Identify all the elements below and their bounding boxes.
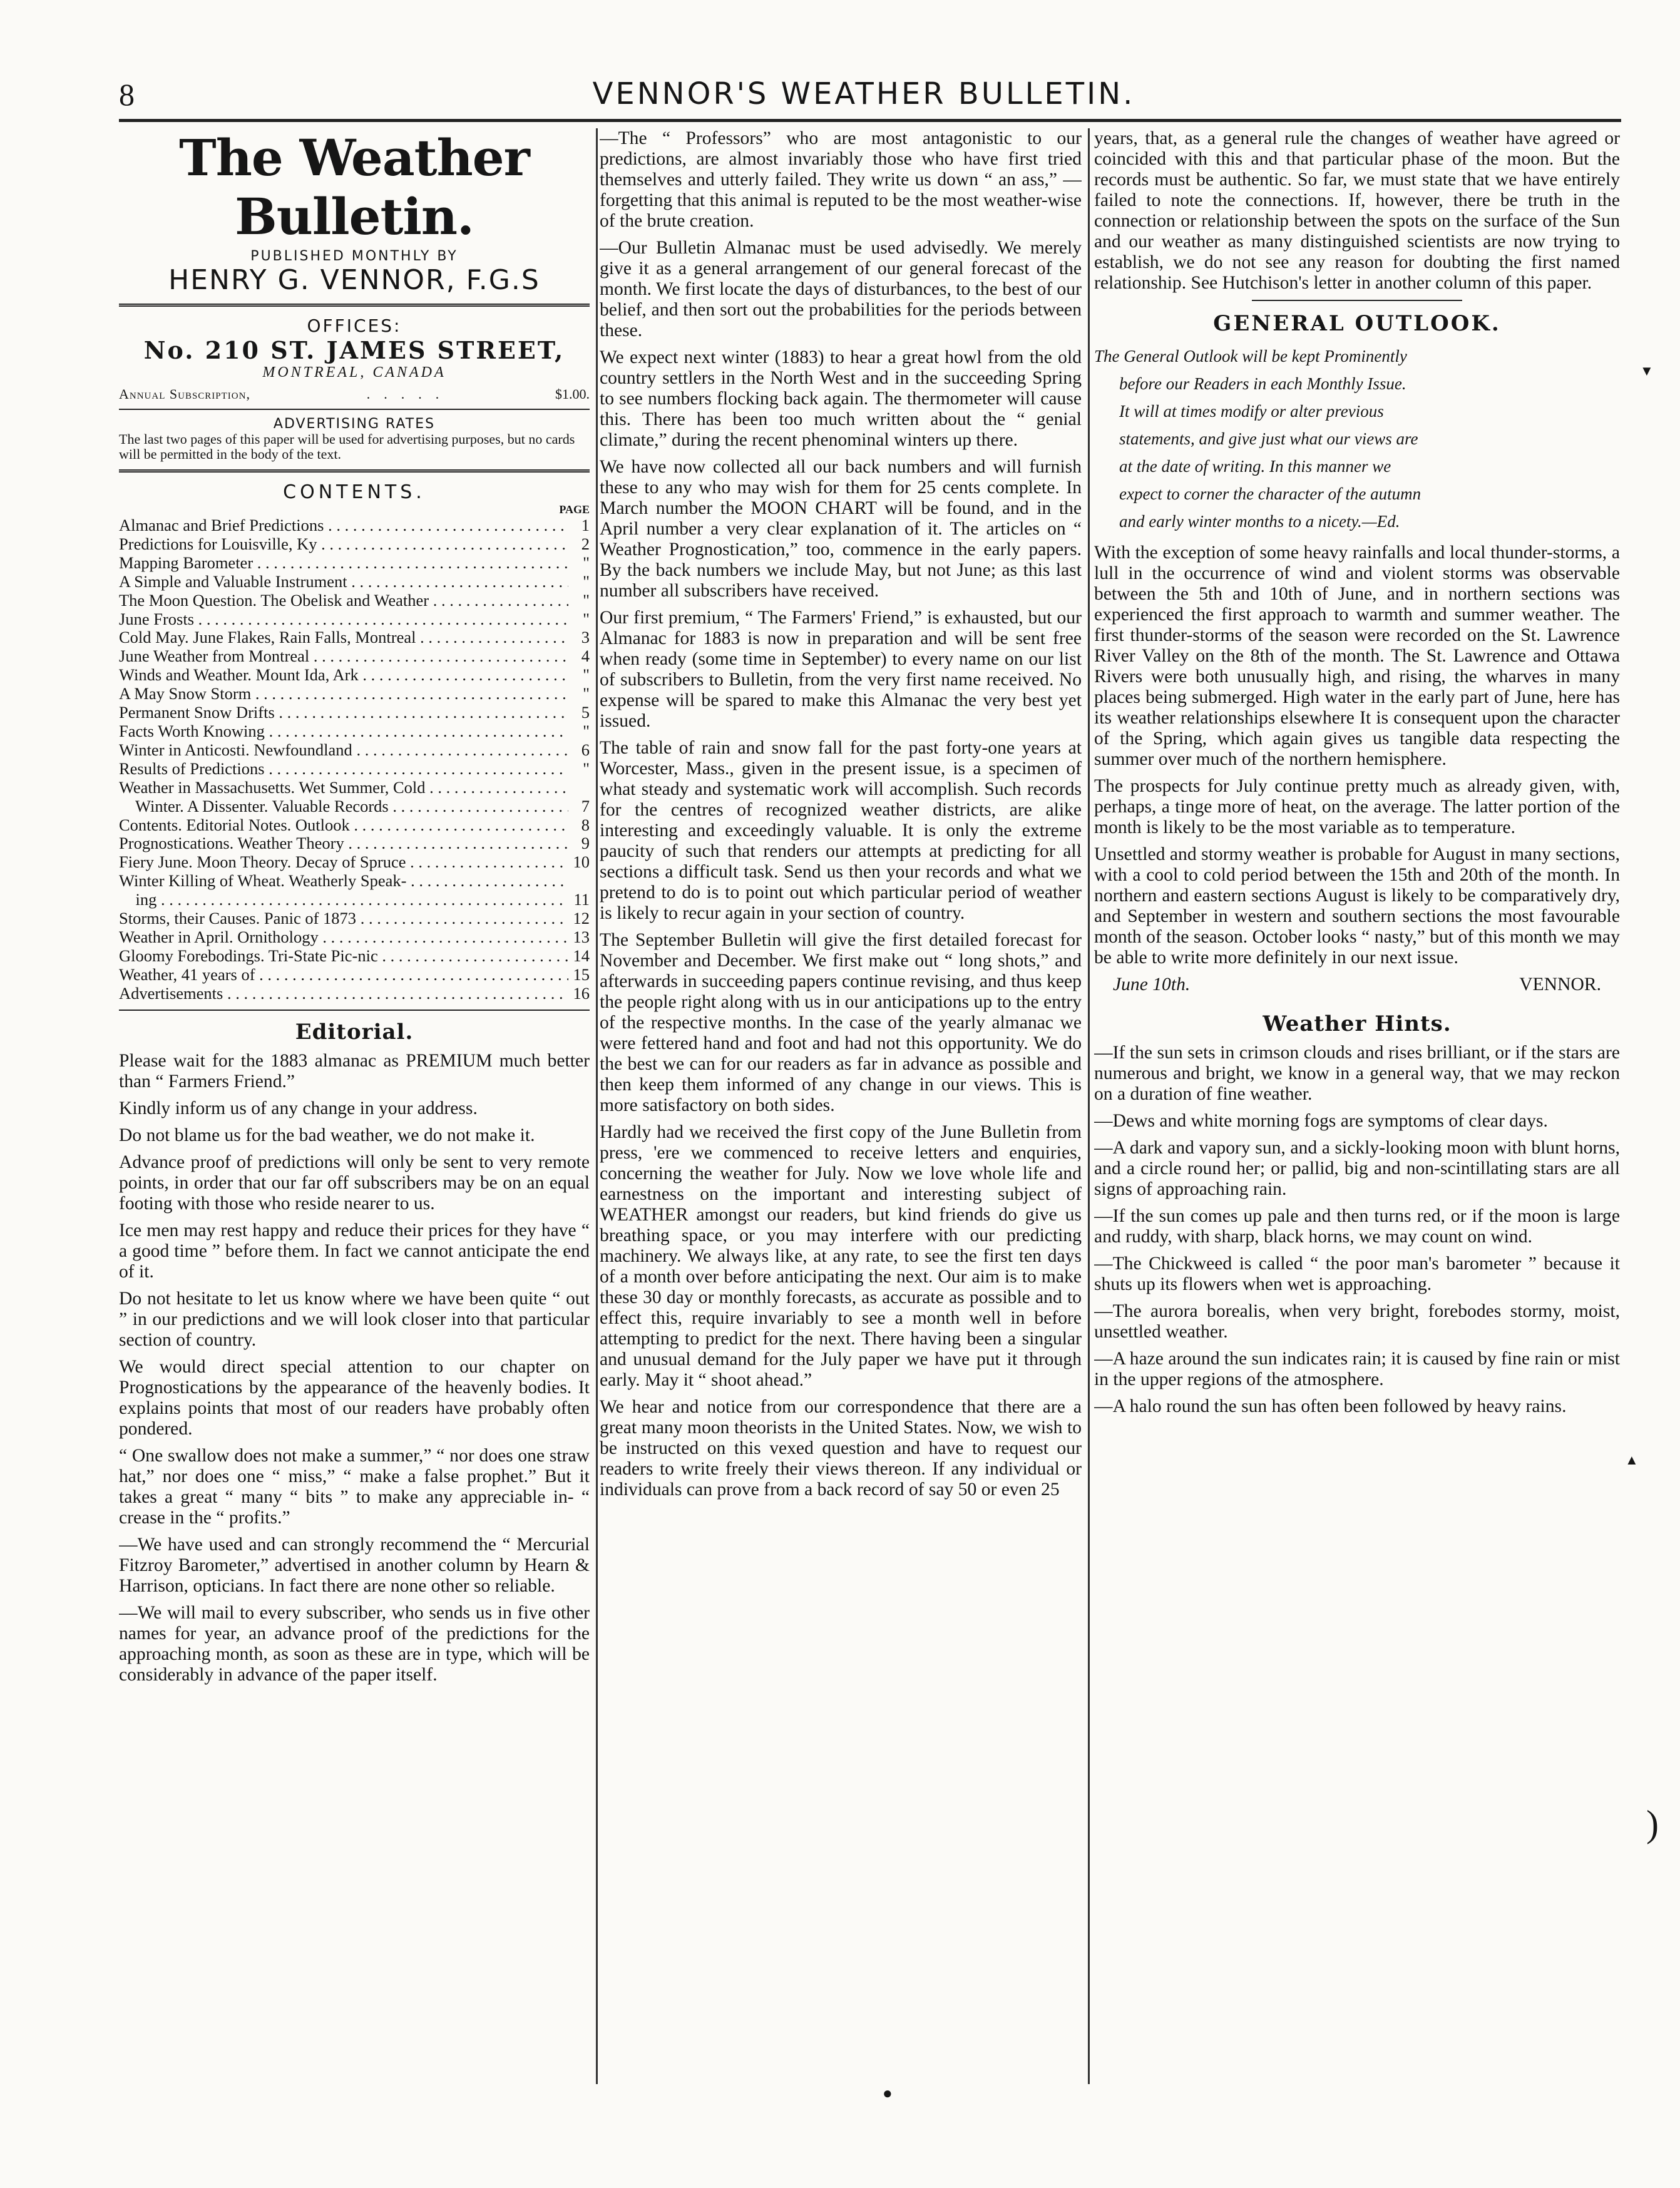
office-city: MONTREAL, CANADA bbox=[262, 364, 446, 381]
subscription-label: Annual Subscription, bbox=[119, 386, 250, 402]
page-number: 8 bbox=[119, 77, 135, 112]
contents-item-title: June Weather from Montreal . . . bbox=[119, 647, 568, 666]
contents-item bbox=[119, 891, 590, 909]
contents-item bbox=[119, 760, 590, 779]
contents-item bbox=[119, 610, 590, 629]
subscription-price: $1.00. bbox=[555, 386, 590, 402]
margin-mark: ▼ bbox=[1640, 363, 1654, 379]
contents-item-title: Permanent Snow Drifts . . . bbox=[119, 703, 568, 722]
contents-item-page: 8 bbox=[581, 815, 590, 834]
contents-item-page: " bbox=[583, 684, 590, 703]
contents-item bbox=[119, 685, 590, 703]
contents-item-title: Almanac and Brief Predictions . . . bbox=[119, 516, 568, 535]
weather-hint: —The Chickweed is called “ the poor man's barometer ” because it shuts up its flowers when wet is approaching. bbox=[1094, 1254, 1620, 1294]
contents-item-title: Facts Worth Knowing . . . bbox=[119, 722, 568, 741]
outlook-note bbox=[1094, 342, 1620, 535]
contents-item-title: Mapping Barometer . . . bbox=[119, 554, 568, 573]
article-paragraph: We expect next winter (1883) to hear a great howl from the old country settlers in the North West and in the succeeding Spring to see numbers flocking back again. The thermometer will cause this. There has been too much written about the “ genial climate,” during the recent phenominal winters up there. bbox=[600, 347, 1082, 450]
outlook-paragraph: With the exception of some heavy rainfalls and local thunder-storms, a lull in the occurrence of wind and violent storms was observable between the 5th and 10th of June, and in northern sections was experienced the first approach to warmth and summer weather. The first thunder-storms of the season were recorded on the St. Lawrence River Valley on the 8th of the month. The St. Lawrence and Ottawa Rivers were both unusually high, and rising, the wharves in many places being submerged. High water in the early part of June, here has its weather relationships elsewhere It is consequent upon the character of the Spring, which again gives us tangible data respecting the summer over much of the northern hemisphere. bbox=[1094, 543, 1620, 769]
contents-page-label: PAGE bbox=[559, 503, 590, 516]
contents-item bbox=[119, 984, 590, 1003]
contents-item-title: Winds and Weather. Mount Ida, Ark . . . bbox=[119, 666, 568, 685]
contents-item-page: 12 bbox=[573, 909, 590, 928]
advertising-text: The last two pages of this paper will be used for advertising purposes, but no cards will be permitted in the body of the text. bbox=[119, 431, 575, 462]
contents-item-title: Contents. Editorial Notes. Outlook . . . bbox=[119, 816, 568, 835]
contents-item bbox=[119, 573, 590, 591]
editorial-paragraph: Please wait for the 1883 almanac as PREMIUM much better than “ Farmers Friend.” bbox=[119, 1050, 590, 1091]
contents-item-title: June Frosts . . . bbox=[119, 610, 568, 629]
running-head bbox=[119, 76, 1609, 120]
column-left bbox=[119, 128, 590, 2087]
column-middle-body bbox=[600, 128, 1082, 1500]
offices-label: OFFICES: bbox=[307, 315, 402, 336]
contents-item-title: Weather in Massachusetts. Wet Summer, Cold . . . bbox=[119, 779, 568, 797]
signature-line bbox=[1094, 974, 1620, 995]
outlook-paragraph: Unsettled and stormy weather is probable for August in many sections, with a cool to cold period between the 15th and 20th of the month. In northern and eastern sections August is likely to be comparatively dry, and September in western and southern sections the most favourable month of the season. October looks “ nasty,” but of this month we may be able to write more definitely in our next issue. bbox=[1094, 844, 1620, 968]
table-of-contents bbox=[119, 516, 590, 1003]
contents-item bbox=[119, 909, 590, 928]
contents-item bbox=[119, 966, 590, 984]
contents-item-page: 13 bbox=[573, 927, 590, 946]
office-address: No. 210 ST. JAMES STREET, bbox=[143, 336, 565, 364]
outlook-note-line: It will at times modify or alter previous bbox=[1119, 402, 1384, 421]
editorial-paragraph: Ice men may rest happy and reduce their prices for they have “ a good time ” before them. In fact we cannot anticipate the end of it. bbox=[119, 1220, 590, 1282]
signature-date: June 10th. bbox=[1113, 974, 1191, 994]
contents-item bbox=[119, 535, 590, 554]
weather-hint: —If the sun sets in crimson clouds and rises brilliant, or if the stars are numerous and bright, we know in a general way, that we may reckon on a duration of fine weather. bbox=[1094, 1043, 1620, 1104]
column-right bbox=[1094, 128, 1620, 2087]
article-paragraph: The table of rain and snow fall for the past forty-one years at Worcester, Mass., given in the present issue, is a specimen of what steady and systematic work will accomplish. Such records for the centres of recognized weather districts, are alike interesting and exceedingly valuable. It is only the extreme paucity of such that renders our attempts at predicting for all sections a difficult task. Send us then your records and what we pretend to do is to point out which particular period of weather is likely to recur again in your section of country. bbox=[600, 738, 1082, 923]
outlook-body bbox=[1094, 543, 1620, 968]
contents-item bbox=[119, 647, 590, 666]
contents-item-page: 7 bbox=[581, 796, 590, 815]
column-divider bbox=[1088, 128, 1090, 2084]
contents-item-page: 3 bbox=[581, 628, 590, 647]
contents-item bbox=[119, 703, 590, 722]
article-paragraph: The September Bulletin will give the first detailed forecast for November and December. We first make out “ long shots,” and afterwards in succeeding papers continue revising, and thus keep the people right along with us in our anticipations up to the entry of the respective months. In the case of the yearly almanac we were fettered hand and foot and had not this opportunity. We do the best we can for our readers as far in advance as possible and then keep them informed of any change in our views. This is more satisfactory on both sides. bbox=[600, 930, 1082, 1115]
weather-hint: —A halo round the sun has often been followed by heavy rains. bbox=[1094, 1396, 1567, 1416]
contents-item-title: Gloomy Forebodings. Tri-State Pic-nic . . . bbox=[119, 947, 568, 966]
contents-item-title: A Simple and Valuable Instrument . . . bbox=[119, 573, 568, 591]
article-paragraph: We have now collected all our back numbers and will furnish these to any who may wish for them for 25 cents complete. In March number the MOON CHART will be found, and in the April number a very clear explanation of it. The articles on “ Weather Prognostication,” too, commence in the early papers. By the back numbers we include May, but not June; as this last number all subscribers have received. bbox=[600, 457, 1082, 601]
contents-item-page: " bbox=[583, 571, 590, 591]
contents-item bbox=[119, 928, 590, 947]
contents-item-page: 10 bbox=[573, 852, 590, 872]
advertising-heading: ADVERTISING RATES bbox=[273, 416, 436, 432]
hints-heading: Weather Hints. bbox=[1263, 1011, 1452, 1036]
contents-item-page: 5 bbox=[581, 703, 590, 722]
editorial-paragraph: Advance proof of predictions will only be sent to very remote points, in order that our far off subscribers may be on an equal footing with those who reside nearer to us. bbox=[119, 1152, 590, 1214]
contents-item-page: 15 bbox=[573, 964, 590, 984]
outlook-note-line: The General Outlook will be kept Prominently bbox=[1094, 347, 1407, 366]
contents-item bbox=[119, 816, 590, 835]
outlook-paragraph: The prospects for July continue pretty much as already given, with, perhaps, a tinge more of heat, on the average. The latter portion of the month is likely to be the most variable as to temperature. bbox=[1094, 776, 1620, 837]
running-title: VENNOR'S WEATHER BULLETIN. bbox=[592, 76, 1135, 111]
contents-item-title: Prognostications. Weather Theory . . . bbox=[119, 834, 568, 853]
divider bbox=[119, 304, 590, 308]
contents-item-page: " bbox=[583, 759, 590, 778]
contents-item bbox=[119, 516, 590, 535]
outlook-heading: GENERAL OUTLOOK. bbox=[1213, 311, 1501, 336]
contents-item-page: 16 bbox=[573, 983, 590, 1003]
column-middle bbox=[600, 128, 1082, 2087]
contents-item bbox=[119, 666, 590, 685]
masthead-title: The Weather Bulletin. bbox=[179, 128, 530, 246]
contents-item-page: " bbox=[583, 553, 590, 572]
masthead-published: PUBLISHED MONTHLY BY bbox=[250, 248, 458, 264]
contents-item-page: 1 bbox=[581, 516, 590, 534]
weather-hint: —Dews and white morning fogs are symptoms of clear days. bbox=[1094, 1111, 1548, 1131]
contents-item-page: 11 bbox=[573, 890, 590, 909]
editorial-paragraph: Kindly inform us of any change in your address. bbox=[119, 1098, 478, 1118]
contents-item bbox=[119, 853, 590, 872]
article-paragraph: We hear and notice from our correspondence that there are a great many moon theorists in the United States. Now, we wish to be instructed on this vexed question and have to request our readers to write freely their views thereon. If any individual or individuals can prove from a back record of say 50 or even 25 bbox=[600, 1397, 1082, 1500]
contents-item-title: ing . . . bbox=[119, 891, 568, 909]
editorial-heading: Editorial. bbox=[295, 1019, 414, 1045]
contents-item-title: Predictions for Louisville, Ky . . . bbox=[119, 535, 568, 554]
contents-item-title: The Moon Question. The Obelisk and Weather . . . bbox=[119, 591, 568, 610]
divider bbox=[119, 409, 590, 410]
contents-item bbox=[119, 741, 590, 760]
subscription-dots: . . . . . bbox=[366, 386, 439, 402]
editorial-paragraph: “ One swallow does not make a summer,” “ nor does one straw hat,” nor does one “ miss,” “ make a false prophet.” But it takes a great “ many “ bits ” to make any appreciable in- “ crease in the “ profits.” bbox=[119, 1445, 590, 1528]
contents-item-page: " bbox=[583, 665, 590, 685]
editorial-paragraph: Do not blame us for the bad weather, we do not make it. bbox=[119, 1125, 535, 1145]
article-paragraph: —The “ Professors” who are most antagonistic to our predictions, are almost invariably those who have first tried themselves and utterly failed. They write us down “ an ass,” —forgetting that this animal is reputed to be the most weather-wise of the brute creation. bbox=[600, 128, 1082, 231]
contents-item-title: Storms, their Causes. Panic of 1873 . . . bbox=[119, 909, 568, 928]
contents-item-page: 2 bbox=[581, 534, 590, 553]
signature-name: VENNOR. bbox=[1519, 974, 1601, 994]
contents-item-page bbox=[568, 872, 590, 891]
contents-item bbox=[119, 947, 590, 966]
contents-item bbox=[119, 834, 590, 853]
outlook-note-line: before our Readers in each Monthly Issue. bbox=[1119, 374, 1406, 393]
divider bbox=[119, 1010, 590, 1011]
divider bbox=[119, 469, 590, 474]
contents-item-page bbox=[568, 779, 590, 797]
outlook-note-line: expect to corner the character of the autumn bbox=[1119, 484, 1421, 503]
article-paragraph: —Our Bulletin Almanac must be used advisedly. We merely give it as a general arrangement of our general forecast of the month. We first locate the days of disturbances, to the best of our belief, and then sort out the probabilities for the periods between these. bbox=[600, 238, 1082, 340]
margin-mark: ▲ bbox=[1625, 1452, 1639, 1468]
contents-item-page: 4 bbox=[581, 647, 590, 666]
subscription-row bbox=[119, 386, 590, 402]
page-mark: ● bbox=[883, 2084, 893, 2102]
contents-item-title: Advertisements . . . bbox=[119, 984, 568, 1003]
contents-item-page: " bbox=[583, 721, 590, 740]
outlook-note-line: at the date of writing. In this manner we bbox=[1119, 457, 1391, 476]
contents-item-title: Cold May. June Flakes, Rain Falls, Montreal . . . bbox=[119, 628, 568, 647]
masthead-publisher: HENRY G. VENNOR, F.G.S bbox=[168, 264, 540, 296]
outlook-note-line: statements, and give just what our views are bbox=[1119, 429, 1418, 448]
contents-item-title: Winter. A Dissenter. Valuable Records . . . bbox=[119, 797, 568, 816]
contents-heading: CONTENTS. bbox=[283, 481, 426, 503]
hints-body bbox=[1094, 1043, 1620, 1417]
contents-item-title: Results of Predictions . . . bbox=[119, 760, 568, 779]
weather-hint: —A haze around the sun indicates rain; it is caused by fine rain or mist in the upper regions of the atmosphere. bbox=[1094, 1349, 1620, 1389]
article-paragraph: Our first premium, “ The Farmers' Friend,” is exhausted, but our Almanac for 1883 is now in preparation and will be sent free when ready (some time in September) to every name on our list of subscribers to Bulletin, from the very first name received. No expense will be spared to make this Almanac the very best yet issued. bbox=[600, 608, 1082, 731]
contents-item bbox=[119, 554, 590, 573]
contents-item bbox=[119, 872, 590, 891]
article-paragraph: Hardly had we received the first copy of the June Bulletin from press, 'ere we commenced to receive letters and enquiries, concerning the weather for July. Now we love whole life and earnestness on the important and interesting subject of WEATHER amongst our readers, but kind friends do give us breathing space, or you may interfere with our predicting machinery. We always like, at any rate, to see the first ten days of a month over before anticipating the next. Our aim is to make these 30 day or monthly forecasts, as accurate as possible and to effect this, require invariably to see a month well in before attempting to predict for the next. There having been a singular and unusual demand for the July paper we have put it through early. May it “ shoot ahead.” bbox=[600, 1122, 1082, 1390]
contents-item bbox=[119, 591, 590, 610]
editorial-paragraph: We would direct special attention to our chapter on Prognostications by the appearance of the heavenly bodies. It explains points that most of our readers have probably often pondered. bbox=[119, 1356, 590, 1439]
contents-item-title: Weather, 41 years of . . . bbox=[119, 966, 568, 984]
margin-mark: ) bbox=[1646, 1803, 1659, 1844]
weather-hint: —If the sun comes up pale and then turns red, or if the moon is large and ruddy, with sharp, black horns, we may count on wind. bbox=[1094, 1206, 1620, 1247]
contents-item bbox=[119, 628, 590, 647]
contents-item bbox=[119, 797, 590, 816]
contents-item-page: 6 bbox=[581, 740, 590, 759]
contents-item bbox=[119, 779, 590, 797]
editorial-paragraph: —We will mail to every subscriber, who sends us in five other names for year, an advance proof of the predictions for the approaching month, as soon as these are in type, which will be considerably in advance of the paper itself. bbox=[119, 1602, 590, 1685]
continued-paragraph: years, that, as a general rule the changes of weather have agreed or coincided with this and that particular phase of the moon. But the records must be authentic. So far, we must state that we have entirely failed to note the connections. If, however, there be truth in the connection or relationship between the spots on the surface of the Sun and our weather as many distinguished scientists are now trying to establish, we do not see any reason for doubting the first named relationship. See Hutchison's letter in another column of this paper. bbox=[1094, 128, 1620, 293]
contents-item bbox=[119, 722, 590, 741]
outlook-note-line: and early winter months to a nicety.—Ed. bbox=[1119, 512, 1400, 531]
contents-item-title: Winter Killing of Wheat. Weatherly Speak- . . . bbox=[119, 872, 568, 891]
editorial-body bbox=[119, 1051, 590, 1685]
divider bbox=[1252, 300, 1462, 301]
editorial-paragraph: Do not hesitate to let us know where we have been quite “ out ” in our predictions and we will look closer into that particular section of country. bbox=[119, 1288, 590, 1350]
contents-item-page: 14 bbox=[573, 946, 590, 965]
contents-item-page: 9 bbox=[581, 834, 590, 853]
weather-hint: —The aurora borealis, when very bright, forebodes stormy, moist, unsettled weather. bbox=[1094, 1301, 1620, 1342]
weather-hint: —A dark and vapory sun, and a sickly-looking moon with blunt horns, and a circle round her; or pallid, big and non-scintillating stars are all signs of approaching rain. bbox=[1094, 1138, 1620, 1199]
contents-item-title: Winter in Anticosti. Newfoundland . . . bbox=[119, 741, 568, 760]
header-rule bbox=[119, 119, 1621, 122]
contents-item-page: " bbox=[583, 590, 590, 610]
contents-item-page: " bbox=[583, 609, 590, 628]
column-divider bbox=[596, 128, 598, 2084]
contents-item-title: Weather in April. Ornithology . . . bbox=[119, 928, 568, 947]
contents-item-title: Fiery June. Moon Theory. Decay of Spruce . . . bbox=[119, 853, 568, 872]
contents-item-title: A May Snow Storm . . . bbox=[119, 685, 568, 703]
editorial-paragraph: —We have used and can strongly recommend the “ Mercurial Fitzroy Barometer,” advertised in another column by Hearn & Harrison, opticians. In fact there are none other so reliable. bbox=[119, 1534, 590, 1596]
